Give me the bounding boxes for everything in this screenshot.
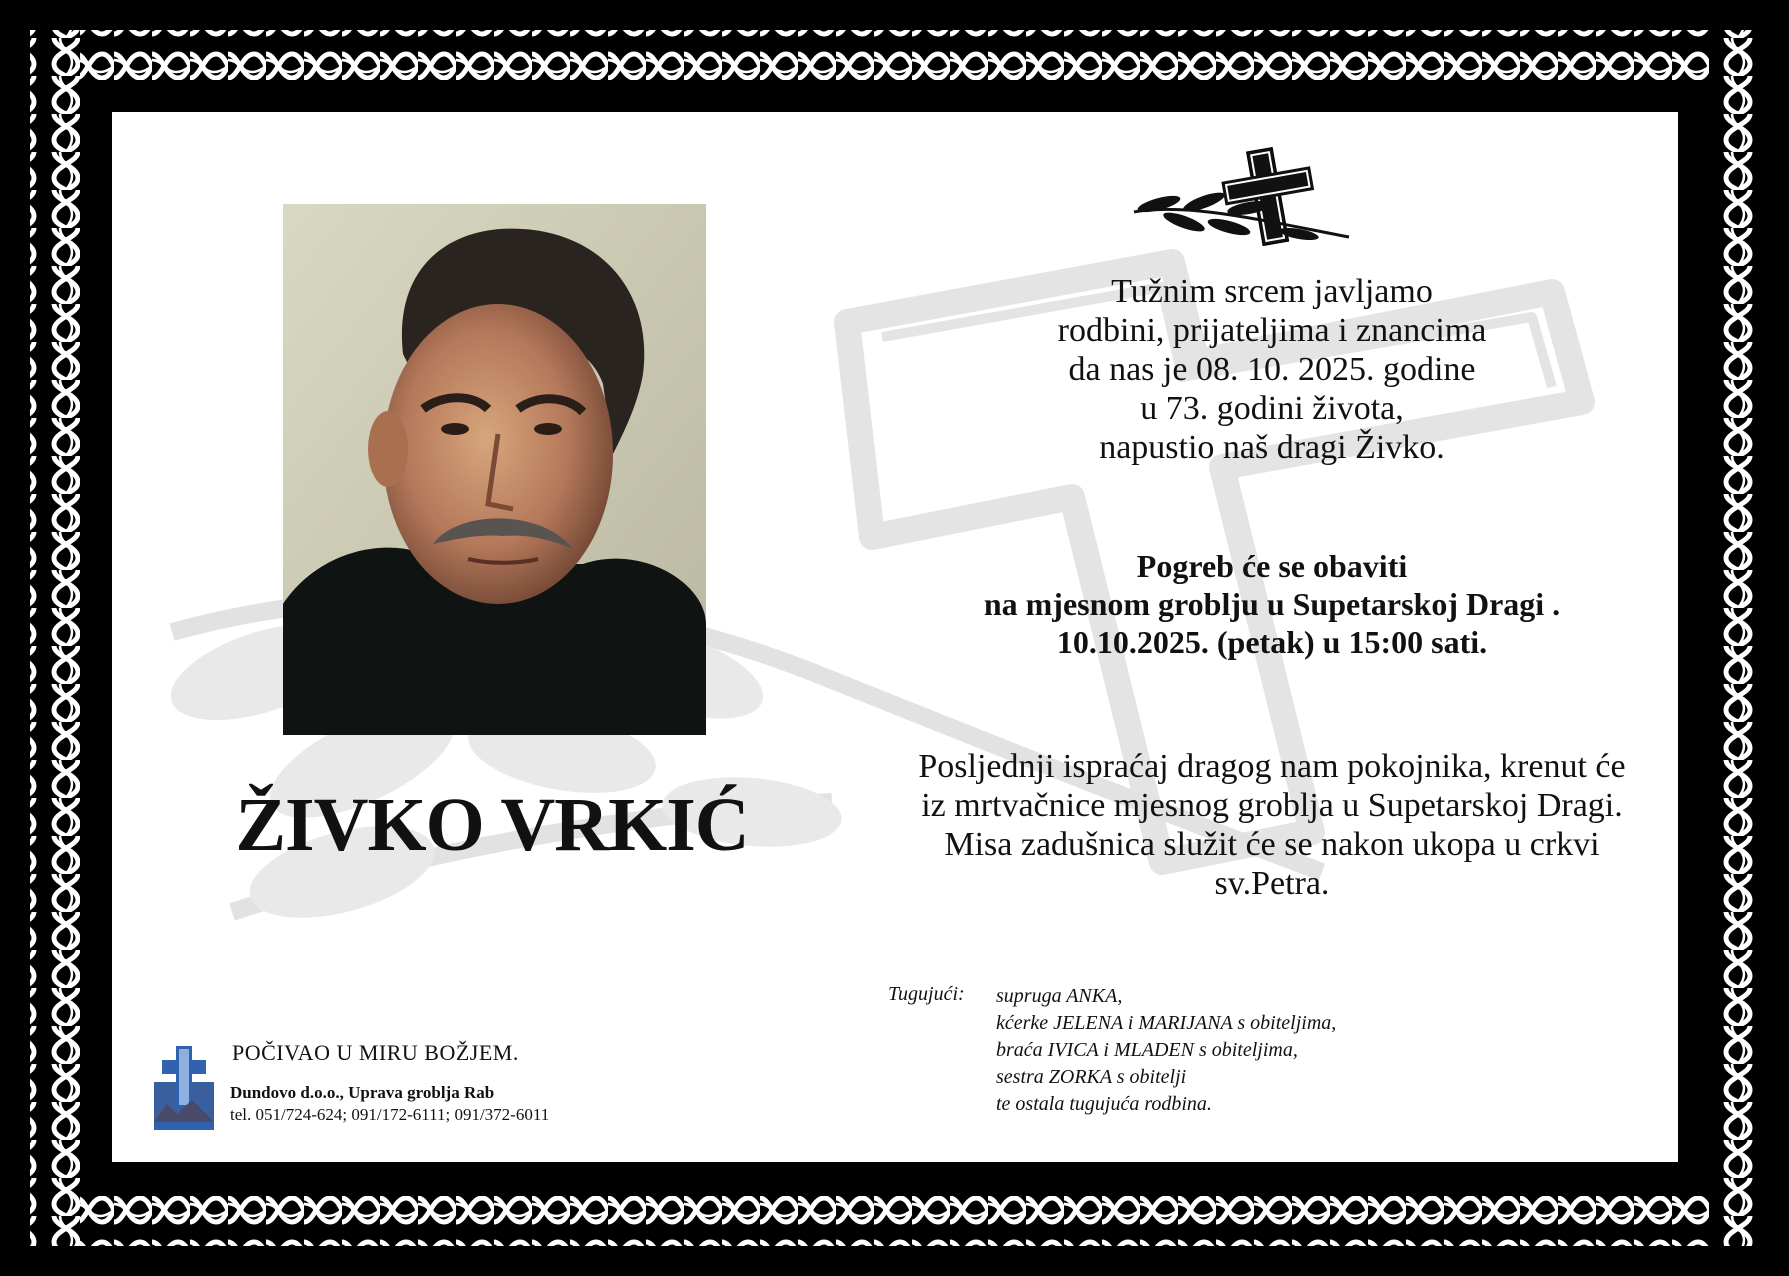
funeral-line: Pogreb će se obaviti: [1136, 548, 1408, 584]
farewell-line: sv.Petra.: [1214, 865, 1330, 902]
funeral-details: [902, 547, 1642, 661]
announcement-line: da nas je 08. 10. 2025. godine: [1068, 351, 1476, 388]
farewell-line: Misa zadušnica služit će se nakon ukopa u crkvi: [944, 826, 1600, 863]
announcement-line: u 73. godini života,: [1140, 390, 1404, 427]
company-name: Dundovo d.o.o., Uprava groblja Rab: [230, 1083, 495, 1102]
announcement-line: rodbini, prijateljima i znancima: [1057, 312, 1487, 349]
mourners-list: [996, 983, 1336, 1118]
mourner-line: sestra ZORKA s obitelji: [996, 1066, 1187, 1088]
announcement-text: [902, 272, 1642, 467]
announcement-line: Tužnim srcem javljamo: [1111, 273, 1433, 310]
rest-in-peace-text: POČIVAO U MIRU BOŽJEM.: [232, 1040, 519, 1065]
farewell-line: Posljednji ispraćaj dragog nam pokojnika, krenut će: [918, 748, 1626, 785]
portrait-photo: [283, 204, 706, 735]
mourners-label: Tugujući:: [888, 983, 965, 1005]
announcement-line: napustio naš dragi Živko.: [1099, 429, 1445, 466]
mourner-line: supruga ANKA,: [996, 985, 1123, 1007]
funeral-line: na mjesnom groblju u Supetarskoj Dragi .: [983, 586, 1561, 622]
cross-with-olive-branch-icon: [1129, 142, 1379, 252]
company-phone: tel. 051/724-624; 091/172-6111; 091/372-6011: [230, 1105, 550, 1124]
cross-logo-icon: [152, 1042, 216, 1132]
mourner-line: kćerke JELENA i MARIJANA s obiteljima,: [996, 1012, 1337, 1034]
funeral-line: 10.10.2025. (petak) u 15:00 sati.: [1056, 624, 1488, 660]
mourner-line: braća IVICA i MLADEN s obiteljima,: [996, 1039, 1298, 1061]
card-content: [112, 112, 1678, 1162]
mourner-line: te ostala tugujuća rodbina.: [996, 1093, 1212, 1115]
company-info: [230, 1082, 549, 1126]
farewell-text: [877, 747, 1667, 903]
deceased-name: ŽIVKO VRKIĆ: [235, 783, 749, 867]
farewell-line: iz mrtvačnice mjesnog groblja u Supetarskoj Dragi.: [921, 787, 1623, 824]
